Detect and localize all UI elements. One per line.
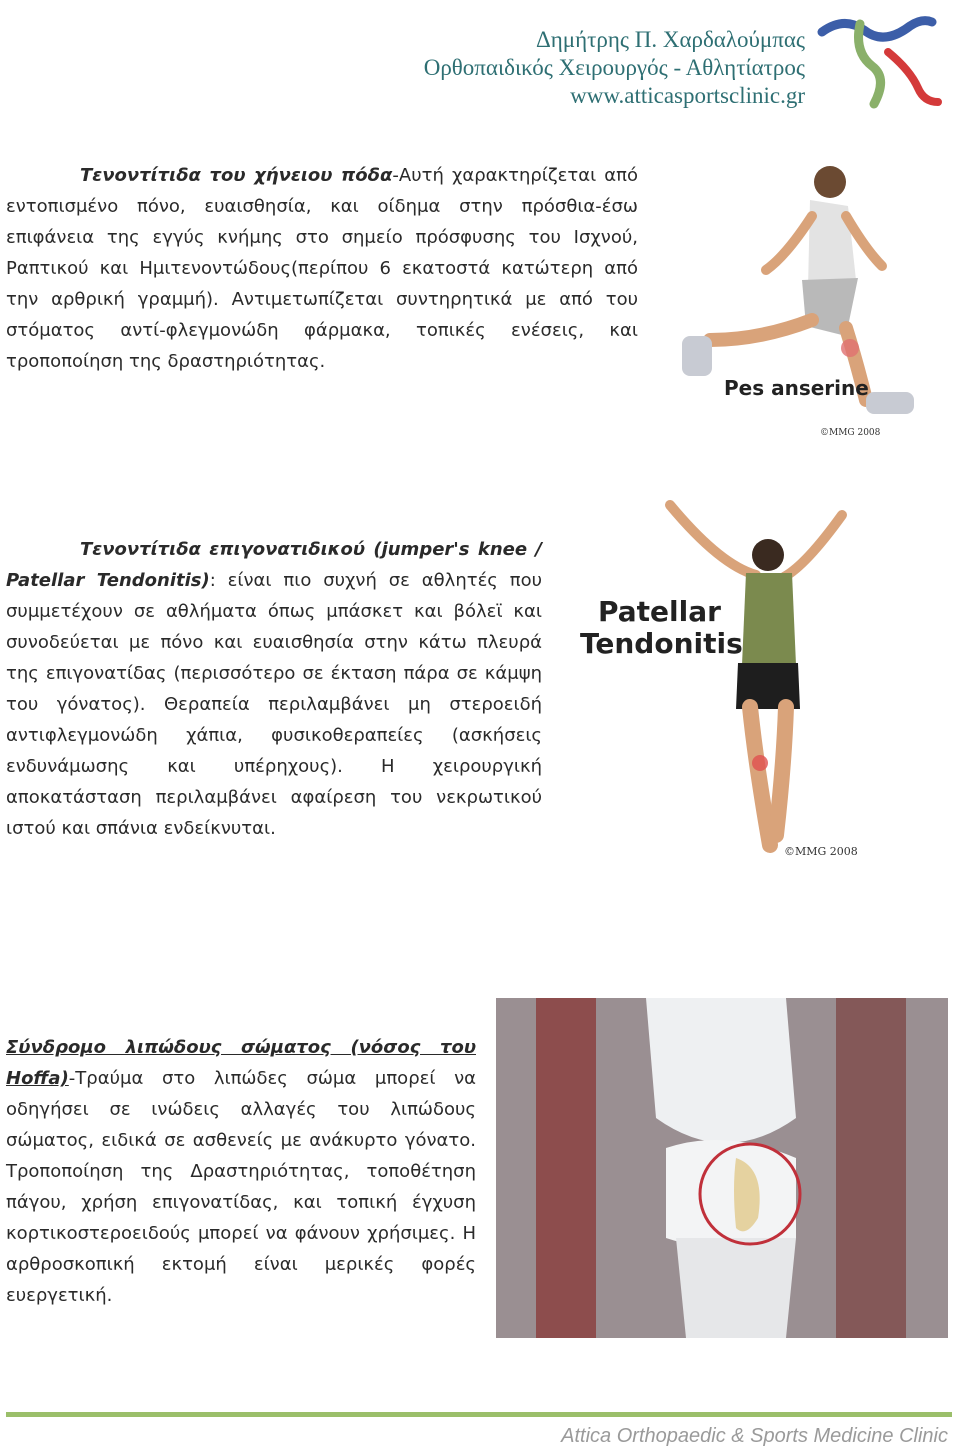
doctor-title: Ορθοπαιδικός Χειρουργός - Αθλητίατρος xyxy=(423,55,805,80)
section-pes-anserine xyxy=(6,160,638,377)
section-heading: Τενοντίτιδα επιγονατιδικού (jumper's knee / Patellar Tendonitis) xyxy=(6,539,542,591)
section-body: -Αυτή χαρακτηρίζεται από εντοπισμένο πόνο, ευαισθησία, και οίδημα στην πρόσθια-έσω επιφάνεια της εγγύς κνήμης στο σημείο πρόσφυσης του Ισχνού, Ραπτικού και Ημιτενοντώδους(περίπου 6 εκατοστά κατώτερη από την αρθρική γραμμή). Αντιμετωπίζεται συντηρητικά με από του στόματος αντί-φλεγμονώδη φάρμακα, τοπικές ενέσεις, και τροποποίηση της δραστηριότητας. xyxy=(6,165,638,372)
section-heading: Σύνδρομο λιπώδους σώματος (νόσος του Hoffa) xyxy=(6,1037,476,1089)
section-heading: Τενοντίτιδα του χήνειου πόδα xyxy=(80,165,393,186)
section-body: : είναι πιο συχνή σε αθλητές που συμμετέχουν σε αθλήματα όπως μπάσκετ και βόλεϊ και συνοδεύεται με πόνο και ευαισθησία στην κάτω πλευρά της επιγονατίδας (περισσότερο σε έκταση πάρα σε κάμψη του γόνατος). Θεραπεία περιλαμβάνει μη στεροειδή αντιφλεγμονώδη χάπια, φυσικοθεραπείες (ασκήσεις ενδυνάμωσης και υπέρηχους). Η χειρουργική αποκατάσταση περιλαμβάνει αφαίρεση του νεκρωτικού ιστού και σπάνια ενδείκνυται. xyxy=(6,570,543,839)
patellar-tendonitis-figure xyxy=(580,495,860,865)
website-link[interactable]: www.atticasportsclinic.gr xyxy=(570,83,805,108)
footer-divider xyxy=(6,1412,952,1417)
figure-credit: ©MMG 2008 xyxy=(820,428,881,438)
figure-label: Pes anserine xyxy=(724,376,869,400)
doctor-name: Δημήτρης Π. Χαρδαλούμπας xyxy=(535,27,805,52)
clinic-header xyxy=(424,26,805,110)
clinic-logo-icon xyxy=(814,12,946,112)
section-body: -Τραύμα στο λιπώδες σώμα μπορεί να οδηγήσει σε ινώδεις αλλαγές του λιπώδους σώματος, ειδικά σε ασθενείς με ανάκυρτο γόνατο. Τροποποίηση της Δραστηριότητας, τοποθέτηση πάγου, χρήση επιγονατίδας, και τοπική έγχυση κορτικοστεροειδούς μπορεί να φάνουν χρήσιμες. Η αρθροσκοπική εκτομή είναι μερικές φορές ευεργετική. xyxy=(6,1068,476,1306)
running-man-figure xyxy=(670,160,918,445)
section-patellar-tendonitis xyxy=(6,534,542,844)
knee-anatomy-photo xyxy=(496,998,948,1338)
section-hoffa-syndrome xyxy=(6,1032,476,1311)
footer-text: Attica Orthopaedic & Sports Medicine Clinic xyxy=(561,1425,948,1447)
figure-credit: ©MMG 2008 xyxy=(784,845,858,858)
figure-label-2: Tendonitis xyxy=(580,627,743,660)
figure-label-1: Patellar xyxy=(598,595,721,628)
